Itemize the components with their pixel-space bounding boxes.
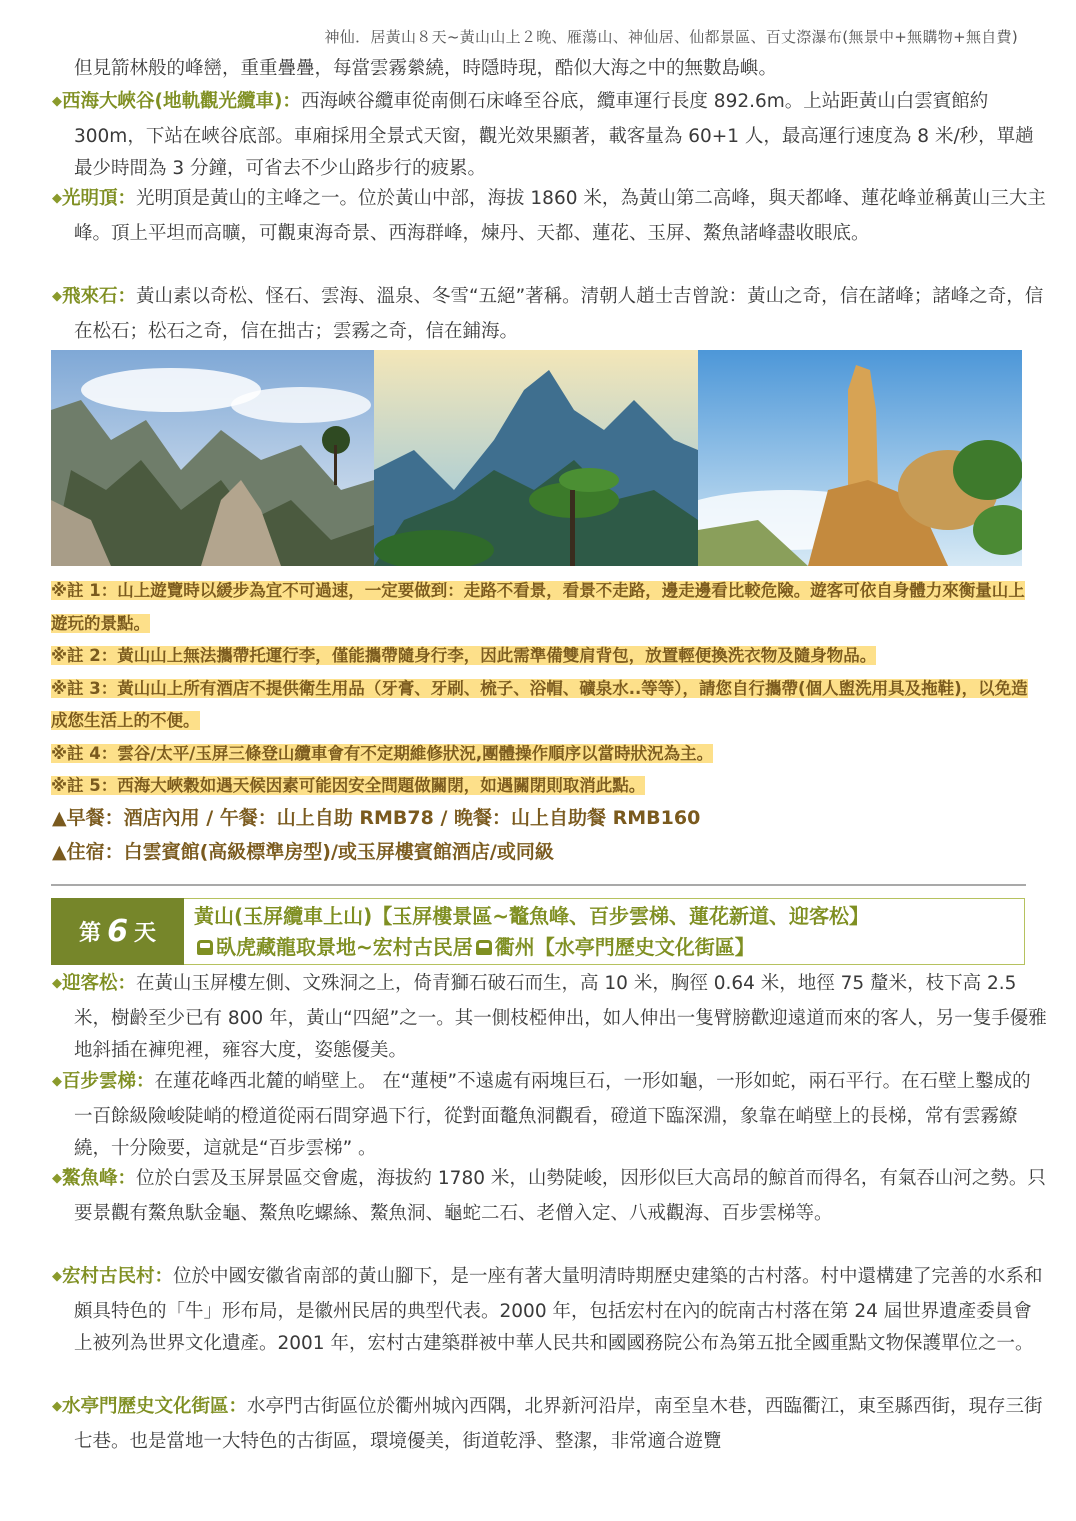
- section-turtle-fish-peak: [52, 1163, 1049, 1230]
- note-1: ※註 1：山上遊覽時以緩步為宜不可過速，一定要做到：走路不看景，看景不走路，邊走邊看比較危險。遊客可依自身體力來衡量山上遊玩的景點。: [51, 581, 1025, 633]
- section-divider: [51, 884, 1026, 886]
- section-term: 西海大峽谷(地軌觀光纜車)：: [62, 91, 301, 112]
- section-bright-summit: [52, 183, 1049, 250]
- diamond-bullet-icon: ◆: [52, 1074, 62, 1089]
- section-text: 在黃山玉屏樓左側、文殊洞之上，倚青獅石破石而生，高 10 米，胸徑 0.64 米，地徑 75 釐米，枝下高 2.5 米，樹齡至少已有 800 年，黃山“四絕”之一。其一側枝椏伸出，如人伸出一隻臂膀歡迎遠道而來的客人，另一隻手優雅地斜插在褲兜裡，雍容大度，姿態優美。: [74, 973, 1047, 1061]
- section-welcome-pine: [52, 968, 1049, 1068]
- note-4: ※註 4：雲谷/太平/玉屏三條登山纜車會有不定期維修狀況,團體操作順序以當時狀況為主。: [51, 743, 714, 763]
- diamond-bullet-icon: ◆: [52, 94, 62, 109]
- day-title-line1: 黃山(玉屏纜車上山)【玉屏樓景區~鼇魚峰、百步雲梯、蓮花新道、迎客松】: [194, 904, 870, 928]
- section-west-sea-canyon: [52, 86, 1049, 186]
- note-2: ※註 2：黃山山上無法攜帶托運行李，僅能攜帶隨身行李，因此需準備雙肩背包，放置輕便換洗衣物及隨身物品。: [51, 646, 877, 665]
- day-number: 6: [107, 914, 128, 949]
- meal-info: ▲早餐：酒店內用 / 午餐：山上自助 RMB78 / 晚餐：山上自助餐 RMB160: [52, 807, 701, 829]
- section-flying-stone: [52, 281, 1049, 348]
- diamond-bullet-icon: ◆: [52, 191, 62, 206]
- section-text: 在蓮花峰西北麓的峭壁上。 在“蓮梗”不遠處有兩塊巨石，一形如龜，一形如蛇，兩石平行。在石壁上鑿成的一百餘級險峻陡峭的橙道從兩石間穿過下行，從對面鼇魚洞觀看，磴道下臨深淵，象靠在峭壁上的長梯，常有雲霧繚繞，十分險要，這就是“百步雲梯” 。: [74, 1071, 1031, 1159]
- section-text: 西海峽谷纜車從南側石床峰至谷底，纜車運行長度 892.6m。上站距黃山白雲賓館約 300m，下站在峽谷底部。車廂採用全景式天窗，觀光效果顯著，載客量為 60+1 人，最高運行速度為 8 米/秒，單趟最少時間為 3 分鐘，可省去不少山路步行的疲累。: [74, 91, 1034, 179]
- section-text: 位於中國安徽省南部的黃山腳下，是一座有著大量明清時期歷史建築的古村落。村中還構建了完善的水系和頗具特色的「牛」形布局，是徽州民居的典型代表。2000 年，包括宏村在內的皖南古村落在第 24 屆世界遺產委員會上被列為世界文化遺產。2001 年，宏村古建築群被中華人民共和國國務院公布為第五批全國重點文物保護單位之一。: [74, 1266, 1043, 1354]
- section-hongcun-village: [52, 1261, 1049, 1361]
- bus-icon: [197, 940, 213, 955]
- section-term: 迎客松：: [62, 973, 137, 994]
- hotel-info: ▲住宿：白雲賓館(高級標準房型)/或玉屏樓賓館酒店/或同級: [52, 841, 554, 863]
- section-term: 宏村古民村：: [62, 1266, 174, 1287]
- photo-pine-valley: [374, 350, 698, 566]
- section-text: 水亭門古街區位於衢州城內西隅，北界新河沿岸，南至皇木巷，西臨衢江，東至縣西街，現存三街七巷。也是當地一大特色的古街區，環境優美，街道乾淨、整潔，非常適合遊覽: [74, 1396, 1043, 1452]
- day-suffix: 天: [133, 921, 156, 946]
- section-term: 光明頂：: [62, 188, 137, 209]
- diamond-bullet-icon: ◆: [52, 1269, 62, 1284]
- diamond-bullet-icon: ◆: [52, 976, 62, 991]
- photo-strip: [51, 350, 1022, 566]
- section-text: 黃山素以奇松、怪石、雲海、溫泉、冬雪“五絕”著稱。清朝人趙士吉曾說：黃山之奇，信在諸峰；諸峰之奇，信在松石；松石之奇，信在拙古；雲霧之奇，信在鋪海。: [74, 286, 1044, 342]
- intro-line: 但見箭林般的峰巒，重重疊疊，每當雲霧縈繞，時隱時現，酷似大海之中的無數島嶼。: [74, 58, 778, 79]
- notes-block: [51, 575, 1031, 803]
- photo-mountain-peaks: [51, 350, 374, 566]
- day-title-line2: 臥虎藏龍取景地~宏村古民居 衢州【水亭門歷史文化街區】: [194, 932, 1014, 963]
- diamond-bullet-icon: ◆: [52, 289, 62, 304]
- diamond-bullet-icon: ◆: [52, 1171, 62, 1186]
- note-5: ※註 5：西海大峽穀如遇天候因素可能因安全問題做關閉，如遇關閉則取消此點。: [51, 776, 646, 795]
- section-cloud-ladder: [52, 1066, 1049, 1166]
- section-term: 鰲魚峰：: [62, 1168, 137, 1189]
- section-shuitingmen: [52, 1391, 1049, 1458]
- photo-flying-stone: [698, 350, 1022, 566]
- diamond-bullet-icon: ◆: [52, 1399, 62, 1414]
- day-prefix: 第: [79, 921, 102, 946]
- day-title: [184, 898, 1025, 965]
- section-text: 光明頂是黃山的主峰之一。位於黃山中部，海拔 1860 米，為黃山第二高峰，與天都峰、蓮花峰並稱黃山三大主峰。頂上平坦而高曠，可觀東海奇景、西海群峰，煉丹、天都、蓮花、玉屏、鰲魚諸峰盡收眼底。: [74, 188, 1046, 244]
- section-term: 水亭門歷史文化街區：: [62, 1396, 248, 1417]
- page-header: 神仙．居黃山８天~黃山山上２晚、雁蕩山、神仙居、仙都景區、百丈漈瀑布(無景中+無購物+無自費): [324, 28, 1018, 46]
- bus-icon: [476, 940, 492, 955]
- note-3: ※註 3：黃山山上所有酒店不提供衛生用品（牙膏、牙刷、梳子、浴帽、礦泉水..等等），請您自行攜帶(個人盥洗用具及拖鞋)，以免造成您生活上的不便。: [51, 678, 1028, 730]
- section-term: 百步雲梯：: [62, 1071, 155, 1092]
- day-label: [51, 898, 184, 965]
- section-text: 位於白雲及玉屏景區交會處，海拔約 1780 米，山勢陡峻，因形似巨大高昂的鯨首而得名，有氣吞山河之勢。只要景觀有鰲魚馱金龜、鰲魚吃螺絲、鰲魚洞、龜蛇二石、老僧入定、八戒觀海、百步雲梯等。: [74, 1168, 1046, 1224]
- section-term: 飛來石：: [62, 286, 137, 307]
